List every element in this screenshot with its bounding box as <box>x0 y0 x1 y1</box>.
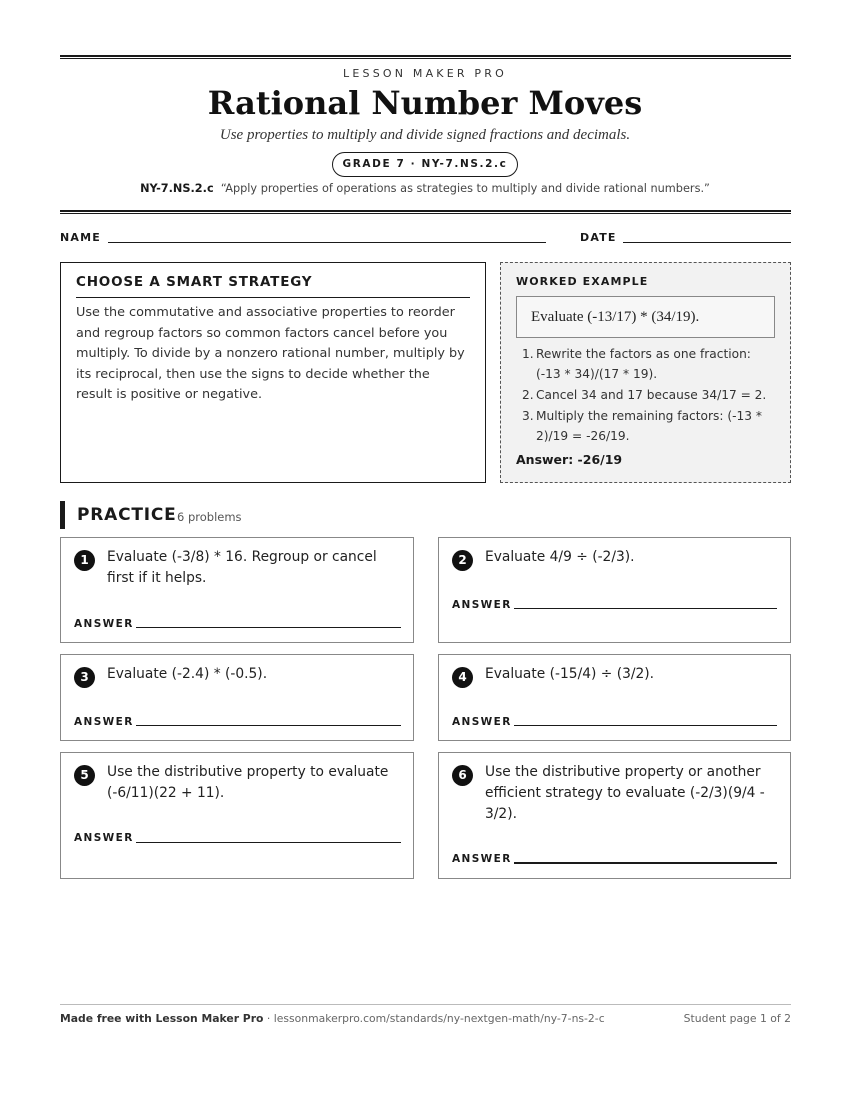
problem-text: Evaluate (-2.4) * (-0.5). <box>107 666 268 682</box>
problem-card-6 <box>438 752 791 879</box>
practice-count: 6 problems <box>177 510 242 524</box>
problem-text: Evaluate 4/9 ÷ (-2/3). <box>485 549 635 565</box>
worked-example-steps <box>516 344 775 446</box>
problem-card-2 <box>438 537 791 643</box>
problem-number-badge: 4 <box>452 667 473 688</box>
strategy-body: Use the commutative and associative properties to reorder and regroup factors so common factors cancel before you multiply. To divide by a nonzero rational number, multiply by its reciprocal, then use the signs to decide whether the result is positive or negative. <box>76 305 465 402</box>
practice-accent-bar <box>60 501 65 529</box>
problem-text: Evaluate (-3/8) * 16. Regroup or cancel first if it helps. <box>107 549 377 586</box>
grade-badge: GRADE 7 · NY-7.NS.2.c <box>332 152 518 177</box>
name-field[interactable] <box>108 242 546 243</box>
footer-made-with: Made free with Lesson Maker Pro <box>60 1012 264 1025</box>
worked-step: 2. Cancel 34 and 17 because 34/17 = 2. <box>522 388 767 402</box>
worked-example-heading: WORKED EXAMPLE <box>516 275 649 288</box>
problem-card-1 <box>60 537 414 643</box>
answer-field[interactable] <box>514 608 777 609</box>
answer-label: ANSWER <box>452 853 512 865</box>
worked-example-panel <box>500 262 791 483</box>
problem-card-3 <box>60 654 414 741</box>
worked-example-answer: Answer: -26/19 <box>516 452 623 467</box>
answer-field[interactable] <box>136 842 401 843</box>
problem-text: Use the distributive property to evaluate (-6/11)(22 + 11). <box>107 764 389 801</box>
page-title: Rational Number Moves <box>207 84 643 122</box>
footer-page-number: Student page 1 of 2 <box>683 1012 791 1025</box>
problem-card-5 <box>60 752 414 879</box>
problem-card-4 <box>438 654 791 741</box>
worked-step: 3. Multiply the remaining factors: (-13 * 2)/19 = -26/19. <box>522 409 762 443</box>
problem-text: Evaluate (-15/4) ÷ (3/2). <box>485 666 655 682</box>
strategy-heading: CHOOSE A SMART STRATEGY <box>76 274 470 298</box>
page-subtitle: Use properties to multiply and divide signed fractions and decimals. <box>219 127 631 143</box>
answer-field[interactable] <box>136 725 401 726</box>
answer-field[interactable] <box>514 862 777 864</box>
worked-example-problem: Evaluate (-13/17) * (34/19). <box>516 296 775 338</box>
answer-label: ANSWER <box>452 716 512 728</box>
brand-name: LESSON MAKER PRO <box>343 67 507 80</box>
standard-reference <box>0 182 850 195</box>
standard-text: “Apply properties of operations as strategies to multiply and divide rational numbers.” <box>220 182 710 195</box>
answer-label: ANSWER <box>74 716 134 728</box>
standard-code: NY-7.NS.2.c <box>140 182 214 195</box>
footer-url[interactable]: lessonmakerpro.com/standards/ny-nextgen-math/ny-7-ns-2-c <box>273 1012 605 1025</box>
worked-step: 1. Rewrite the factors as one fraction: (-13 * 34)/(17 * 19). <box>522 347 751 381</box>
footer-credit <box>60 1012 605 1025</box>
header-bottom-double-rule <box>60 210 791 214</box>
date-label: DATE <box>580 231 617 244</box>
answer-field[interactable] <box>136 627 401 628</box>
answer-label: ANSWER <box>74 618 134 630</box>
footer-rule <box>60 1004 791 1005</box>
problem-number-badge: 5 <box>74 765 95 786</box>
problem-number-badge: 3 <box>74 667 95 688</box>
answer-field[interactable] <box>514 725 777 726</box>
top-double-rule <box>60 55 791 59</box>
practice-heading: PRACTICE <box>77 505 177 525</box>
footer-separator: · <box>263 1012 274 1025</box>
problem-number-badge: 1 <box>74 550 95 571</box>
answer-label: ANSWER <box>74 832 134 844</box>
problem-number-badge: 2 <box>452 550 473 571</box>
answer-label: ANSWER <box>452 599 512 611</box>
date-field[interactable] <box>623 242 791 243</box>
problem-number-badge: 6 <box>452 765 473 786</box>
strategy-panel <box>60 262 486 483</box>
problem-text: Use the distributive property or another efficient strategy to evaluate (-2/3)(9/4 - 3/2). <box>485 764 765 822</box>
name-label: NAME <box>60 231 101 244</box>
